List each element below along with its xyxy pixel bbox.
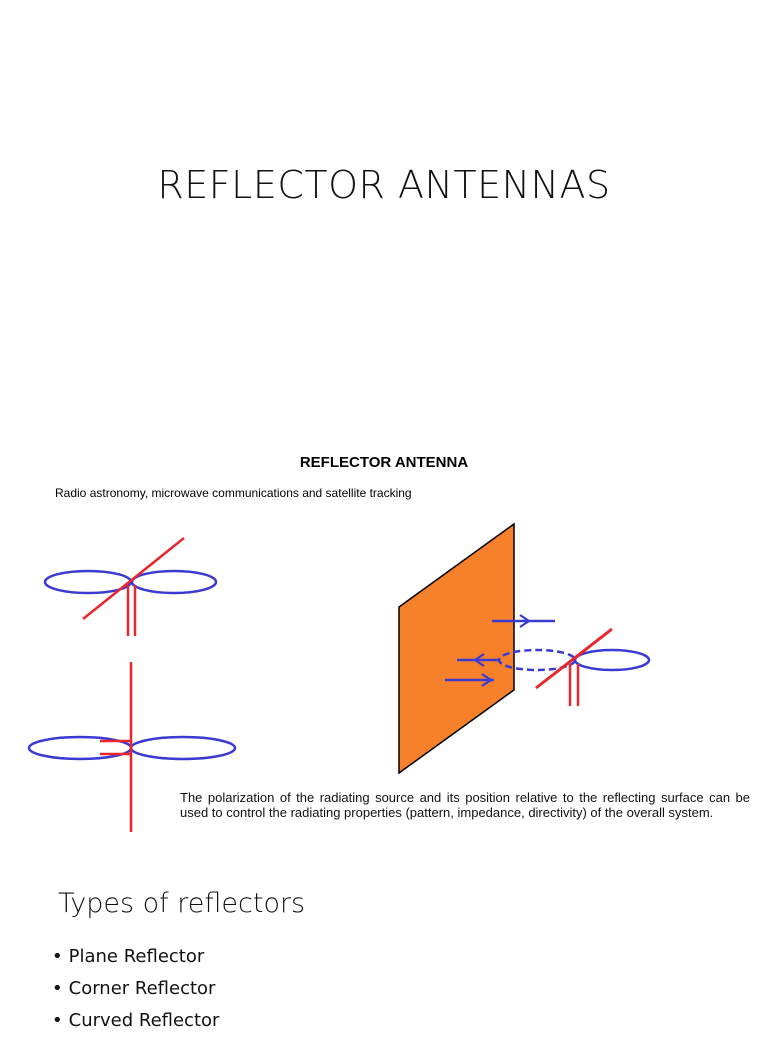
- figure-subtitle: Radio astronomy, microwave communications and satellite tracking: [55, 486, 412, 500]
- list-item: • Plane Reflector: [52, 944, 219, 976]
- pattern-lobe: [575, 650, 649, 670]
- reflector-types-list: [52, 944, 219, 1040]
- plane-reflector-setup: [399, 524, 649, 773]
- pattern-lobe-right: [132, 571, 216, 593]
- list-item: • Curved Reflector: [52, 1008, 219, 1040]
- figure-caption: The polarization of the radiating source and its position relative to the reflecting surface can be used to control the radiating properties (pattern, impedance, directivity) of the overall system.: [180, 790, 750, 820]
- dipole-element: [83, 538, 184, 619]
- pattern-lobe-right: [131, 737, 235, 759]
- section-heading: Types of reflectors: [58, 888, 306, 919]
- dipole-pattern-horizontal: [45, 538, 216, 636]
- reflector-plate: [399, 524, 514, 773]
- figure-title: REFLECTOR ANTENNA: [299, 454, 469, 471]
- list-item: • Corner Reflector: [52, 976, 219, 1008]
- dipole-element: [536, 629, 612, 688]
- slide-title: REFLECTOR ANTENNAS: [157, 163, 611, 207]
